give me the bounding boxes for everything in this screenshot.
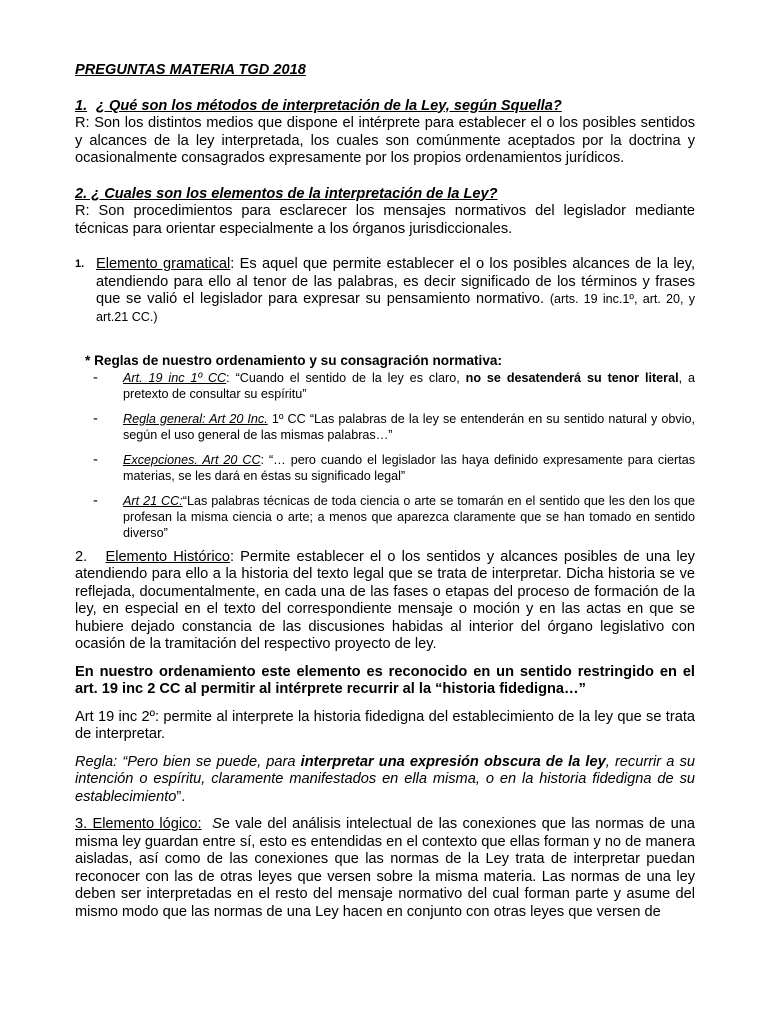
- element-logico-label: 3. Elemento lógico:: [75, 816, 202, 832]
- bold-paragraph: En nuestro ordenamiento este elemento es reconocido en un sentido restringido en el art. 19 inc 2 CC al permitir al intérprete recurrir al la “historia fidedigna…”: [75, 663, 695, 697]
- rule-1: - Art. 19 inc 1º CC: “Cuando el sentido de la ley es claro, no se desatenderá su tenor literal, a pretexto de consultar su espíritu”: [93, 369, 695, 401]
- answer-1: R: Son los distintos medios que dispone el intérprete para establecer el o los posibles sentidos y alcances de la ley interpretada, los cuales son comúnmente aceptados por la doctrina y ocasionalmente consagrados expresamente por los propios ordenamientos jurídicos.: [75, 115, 695, 166]
- question-2-text: 2. ¿ Cuales son los elementos de la interpretación de la Ley?: [75, 185, 498, 202]
- element-gramatical-number: 1.: [75, 258, 85, 270]
- rule-1-label: Art. 19 inc 1º CC: [123, 370, 227, 385]
- element-logico: 3. Elemento lógico: Se vale del análisis intelectual de las conexiones que las normas de una misma ley guardan entre sí, esto es entendidas en el contexto que ellas forman y no de manera aisladas, así como de las conexiones que las normas de la Ley trata de interpretar puedan reconocer con las de otras leyes que versen sobre la misma materia. Las normas de una ley deben ser interpretadas en el resto del mensaje normativo del cual forman parte y asume del mismo modo que las normas de una Ley hacen en conjunto con otras leyes que versen de: [75, 816, 696, 920]
- element-historico: 2. Elemento Histórico: Permite establecer el o los sentidos y alcances posibles de una ley atendiendo para ello a la historia del texto legal que se trata de interpretar. Dicha historia se ve reflejada, documentalmente, en cada una de las fases o etapas del proceso de formación de la ley, en especial en el texto del correspondiente mensaje o moción y en las actas en que se hubiere dejado constancia de las discusiones habidas al interior del órgano legislativo con ocasión de la tramitación del respectivo proyecto de ley.: [75, 548, 695, 652]
- question-1-text: ¿ Qué son los métodos de interpretación de la Ley, según Squella?: [96, 97, 562, 114]
- element-gramatical-label: Elemento gramatical: [96, 256, 231, 272]
- rule-2-label: Regla general: Art 20 Inc.: [123, 411, 268, 426]
- rule-4-label: Art 21 CC:: [123, 493, 183, 508]
- element-historico-label: Elemento Histórico: [105, 548, 230, 565]
- answer-2: R: Son procedimientos para esclarecer los mensajes normativos del legislador mediante técnicas para orientar especialmente a los órganos jurisdiccionales.: [75, 203, 695, 237]
- question-1-number: 1.: [75, 97, 88, 114]
- element-gramatical: [75, 256, 695, 326]
- rule-3: - Excepciones. Art 20 CC: “… pero cuando el legislador las haya definido expresamente para ciertas materias, se les dará en éstas su significado legal”: [93, 451, 695, 483]
- question-1: [75, 98, 695, 116]
- art19-paragraph: Art 19 inc 2º: permite al interprete la historia fidedigna del establecimiento de la ley que se trata de interpretar.: [75, 708, 695, 742]
- element-gramatical-text: : Es aquel que permite establecer el o los posibles alcances de la ley, atendiendo para ello al tenor de las palabras, es decir significado de los términos y frases que se valió el legislador para expresar su pensamiento normativo.: [96, 256, 695, 307]
- rules-heading: * Reglas de nuestro ordenamiento y su consagración normativa:: [85, 353, 502, 368]
- rule-4: - Art 21 CC:“Las palabras técnicas de toda ciencia o arte se tomarán en el sentido que les den los que profesan la misma ciencia o arte; a menos que aparezca claramente que se han tomado en sentido diverso”: [93, 492, 695, 540]
- document-title: PREGUNTAS MATERIA TGD 2018: [75, 62, 306, 78]
- rule-2: - Regla general: Art 20 Inc. 1º CC “Las palabras de la ley se entenderán en su sentido natural y obvio, según el uso general de las mismas palabras…”: [93, 410, 696, 442]
- element-gramatical-refs: (arts. 19 inc.1º, art. 20, y art.21 CC.): [96, 292, 696, 324]
- element-historico-text: : Permite establecer el o los sentidos y alcances posibles de una ley atendiendo para ello a la historia del texto legal que se trata de interpretar. Dicha historia se ve reflejada, documentalmente, en cada una de las fases o etapas del proceso de formación de la ley, en especial en el texto del correspondiente mensaje o moción y en las actas en que se hubiere dejado constancia de las discusiones habidas al interior del órgano legislativo con ocasión de la tramitación del respectivo proyecto de ley.: [75, 548, 695, 652]
- element-logico-text: e vale del análisis intelectual de las conexiones que las normas de una misma ley guardan entre sí, esto es entendidas en el contexto que ellas forman y no de manera aisladas, así como de las conexiones que las normas de la Ley trata de interpretar puedan reconocer con las de otras leyes que versen sobre la misma materia. Las normas de una ley deben ser interpretadas en el resto del mensaje normativo del cual forman parte y asume del mismo modo que las normas de una Ley hacen en conjunto con otras leyes que versen de: [75, 816, 696, 920]
- regla-paragraph: Regla: “Pero bien se puede, para interpretar una expresión obscura de la ley, recurrir a su intención o espíritu, claramente manifestados en ella misma, o en la historia fidedigna de su establecimiento”.: [75, 753, 695, 805]
- rule-3-label: Excepciones. Art 20 CC: [123, 452, 261, 467]
- document-page: [75, 62, 695, 921]
